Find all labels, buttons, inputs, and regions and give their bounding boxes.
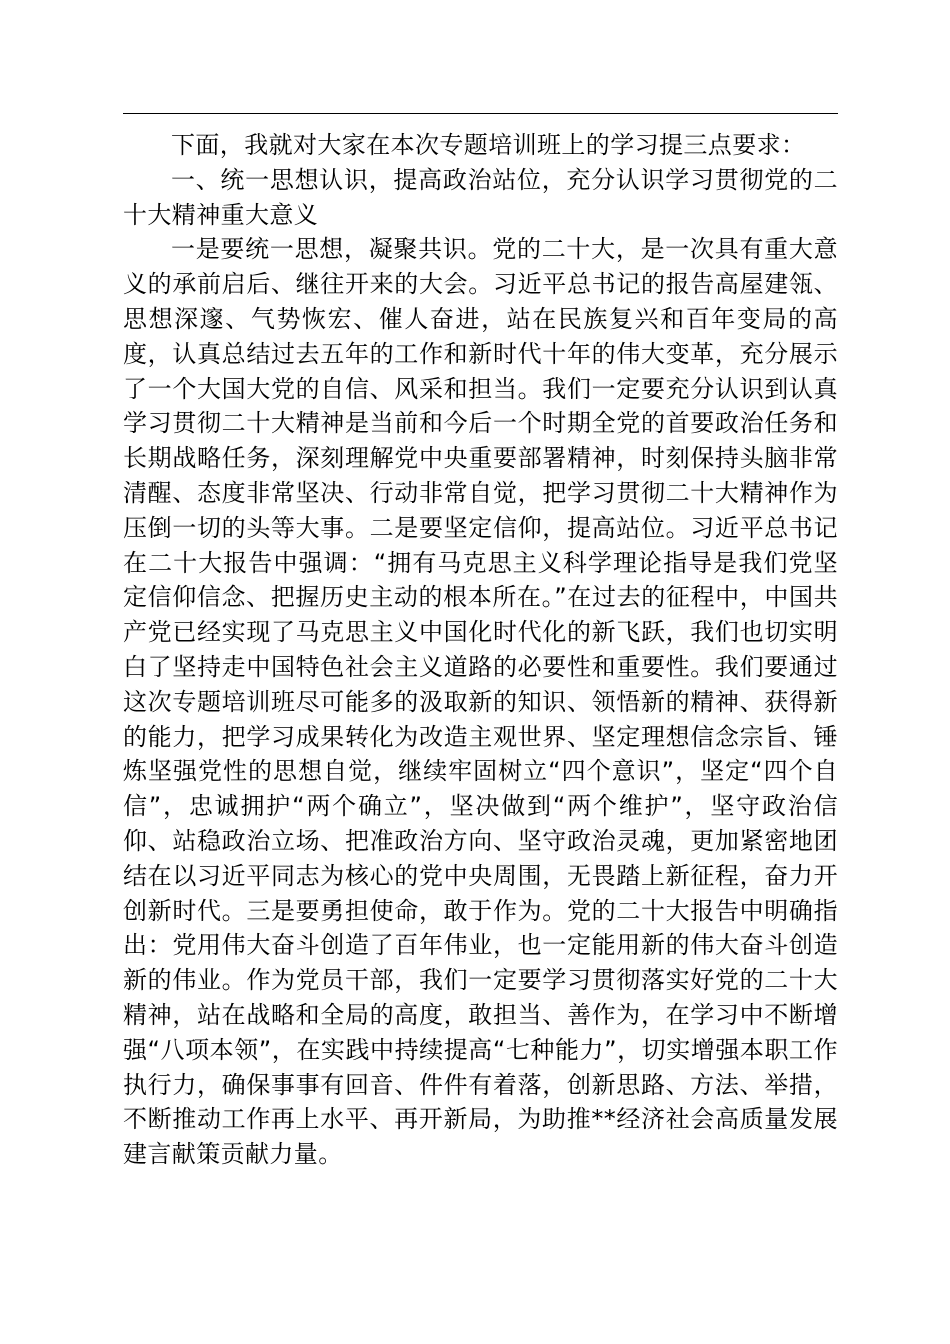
header-rule — [123, 113, 838, 114]
body-paragraph: 一是要统一思想，凝聚共识。党的二十大，是一次具有重大意义的承前启后、继往开来的大会。习近平总书记的报告高屋建瓴、思想深邃、气势恢宏、催人奋进，站在民族复兴和百年变局的高度，认真总结过去五年的工作和新时代十年的伟大变革，充分展示了一个大国大党的自信、风采和担当。我们一定要充分认识到认真学习贯彻二十大精神是当前和今后一个时期全党的首要政治任务和长期战略任务，深刻理解党中央重要部署精神，时刻保持头脑非常清醒、态度非常坚决、行动非常自觉，把学习贯彻二十大精神作为压倒一切的头等大事。二是要坚定信仰，提高站位。习近平总书记在二十大报告中强调：“拥有马克思主义科学理论指导是我们党坚定信仰信念、把握历史主动的根本所在。”在过去的征程中，中国共产党已经实现了马克思主义中国化时代化的新飞跃，我们也切实明白了坚持走中国特色社会主义道路的必要性和重要性。我们要通过这次专题培训班尽可能多的汲取新的知识、领悟新的精神、获得新的能力，把学习成果转化为改造主观世界、坚定理想信念宗旨、锤炼坚强党性的思想自觉，继续牢固树立“四个意识”，坚定“四个自信”，忠诚拥护“两个确立”，坚决做到“两个维护”，坚守政治信仰、站稳政治立场、把准政治方向、坚守政治灵魂，更加紧密地团结在以习近平同志为核心的党中央周围，无畏踏上新征程，奋力开创新时代。三是要勇担使命，敢于作为。党的二十大报告中明确指出：党用伟大奋斗创造了百年伟业，也一定能用新的伟大奋斗创造新的伟业。作为党员干部，我们一定要学习贯彻落实好党的二十大精神，站在战略和全局的高度，敢担当、善作为，在学习中不断增强“八项本领”，在实践中持续提高“七种能力”，切实增强本职工作执行力，确保事事有回音、件件有着落，创新思路、方法、举措，不断推动工作再上水平、再开新局，为助推**经济社会高质量发展建言献策贡献力量。 — [123, 235, 838, 1169]
section-heading: 一、统一思想认识，提高政治站位，充分认识学习贯彻党的二十大精神重大意义 — [123, 165, 838, 229]
intro-paragraph: 下面，我就对大家在本次专题培训班上的学习提三点要求： — [171, 131, 806, 159]
document-body — [123, 128, 838, 1172]
